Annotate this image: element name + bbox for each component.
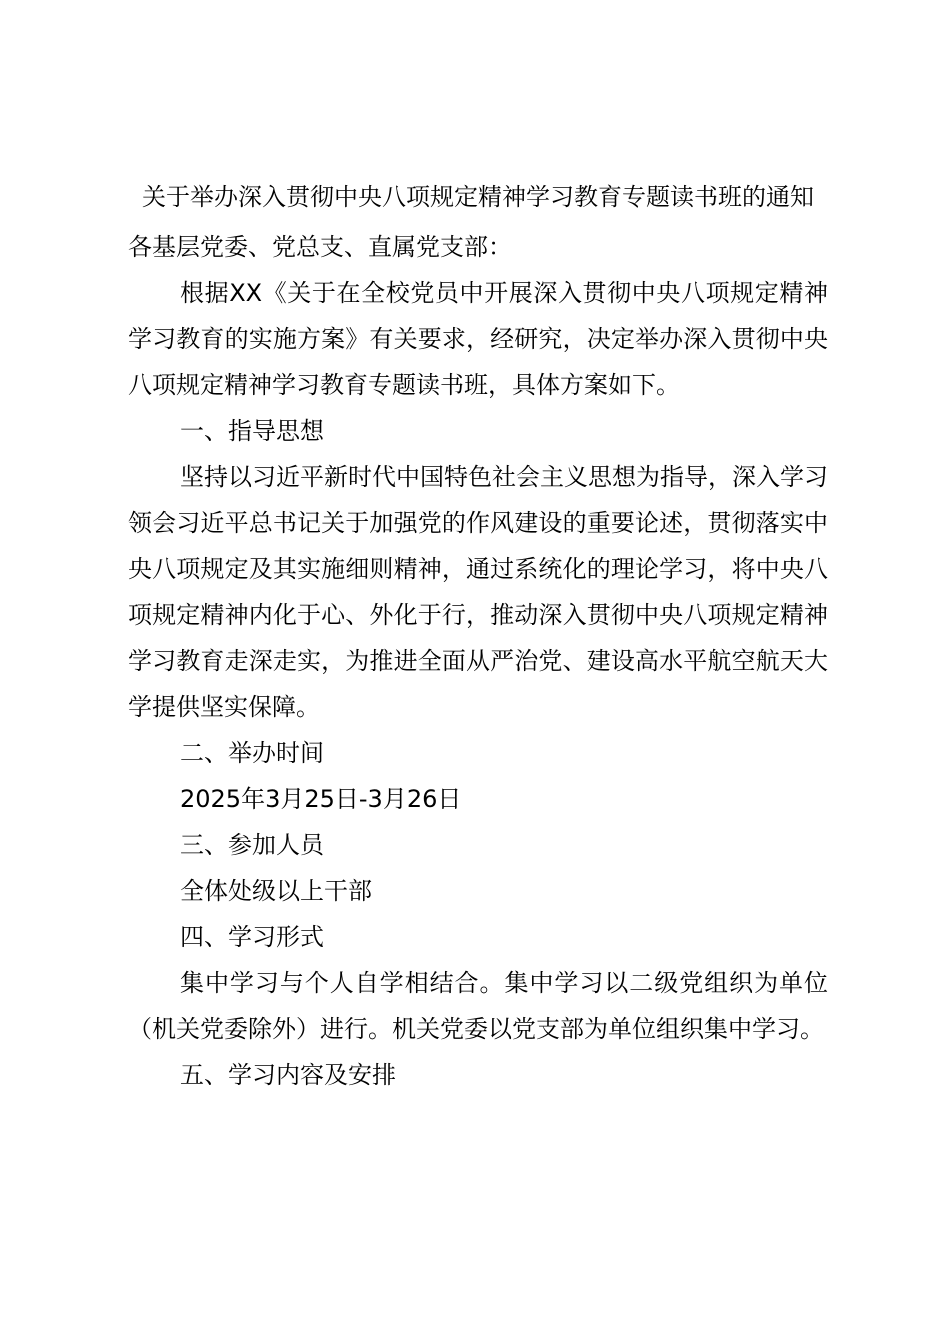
section-heading-content: 五、学习内容及安排: [180, 1061, 396, 1089]
notice-document: [128, 176, 828, 1098]
section-heading-format: 四、学习形式: [180, 923, 324, 951]
section-body-time: 2025年3月25日-3月26日: [180, 785, 462, 813]
intro-paragraph: 根据XX《关于在全校党员中开展深入贯彻中央八项规定精神学习教育的实施方案》有关要求，经研究，决定举办深入贯彻中央八项规定精神学习教育专题读书班，具体方案如下。: [128, 279, 828, 399]
section-heading-guiding-ideology: 一、指导思想: [180, 417, 324, 445]
addressee-line: 各基层党委、党总支、直属党支部：: [128, 233, 512, 261]
section-heading-time: 二、举办时间: [180, 739, 324, 767]
section-heading-participants: 三、参加人员: [180, 831, 324, 859]
document-title: 关于举办深入贯彻中央八项规定精神学习教育专题读书班的通知: [142, 183, 814, 211]
section-body-guiding-ideology: 坚持以习近平新时代中国特色社会主义思想为指导，深入学习领会习近平总书记关于加强党的作风建设的重要论述，贯彻落实中央八项规定及其实施细则精神，通过系统化的理论学习，将中央八项规定精神内化于心、外化于行，推动深入贯彻中央八项规定精神学习教育走深走实，为推进全面从严治党、建设高水平航空航天大学提供坚实保障。: [128, 463, 828, 721]
section-body-format: 集中学习与个人自学相结合。集中学习以二级党组织为单位（机关党委除外）进行。机关党委以党支部为单位组织集中学习。: [128, 969, 828, 1043]
section-body-participants: 全体处级以上干部: [180, 877, 372, 905]
